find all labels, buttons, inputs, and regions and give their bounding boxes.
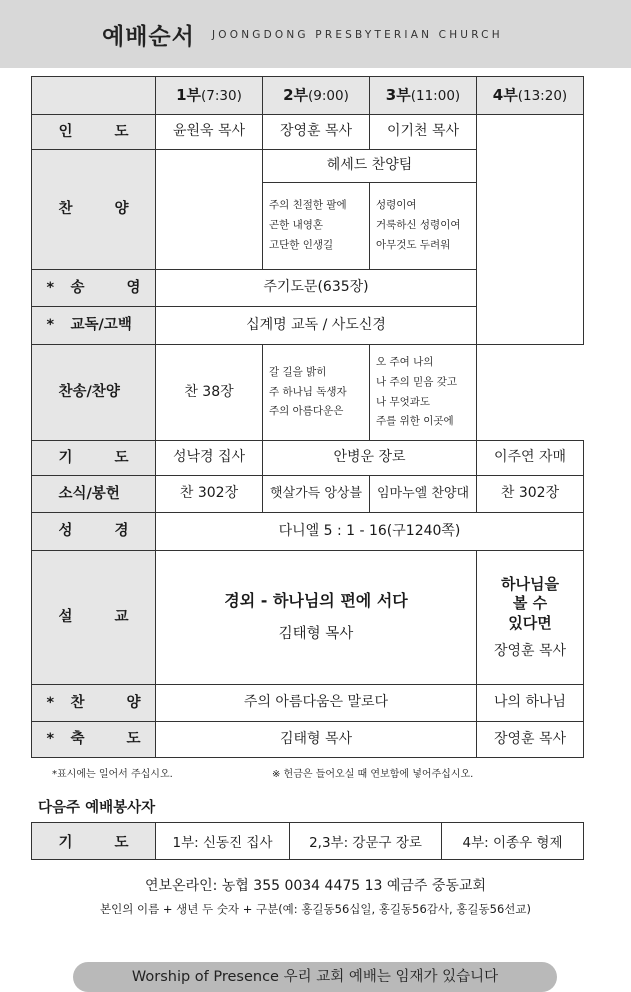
row-closing-hymn xyxy=(32,685,584,722)
praise-team: 헤세드 찬양팀 xyxy=(263,150,477,183)
church-name: JOONGDONG PRESBYTERIAN CHURCH xyxy=(212,29,503,41)
benediction-s4: 장영훈 목사 xyxy=(477,722,584,758)
header-corner xyxy=(32,77,156,115)
sermon-s4-cell: 하나님을 볼 수 있다면 장영훈 목사 xyxy=(477,551,584,685)
row-sermon xyxy=(32,551,584,685)
label-doxology: * 송 영 xyxy=(32,270,156,307)
praise-s3-songs: 성령이여 거룩하신 성령이여 아무것도 두려워 xyxy=(370,183,477,270)
sermon-s4-preacher: 장영훈 목사 xyxy=(493,643,567,659)
label-hymn: 찬송/찬양 xyxy=(32,345,156,441)
online-offering-instructions: 본인의 이름 + 생년 두 숫자 + 구분(예: 홍길동56십일, 홍길동56감사, 홍길동56선교) xyxy=(100,902,531,916)
row-news xyxy=(32,476,584,513)
prayer-s4: 이주연 자매 xyxy=(477,441,584,476)
next-s4: 4부: 이종우 형제 xyxy=(442,823,584,860)
next-label-prayer: 기 도 xyxy=(32,823,156,860)
benediction-value: 김태형 목사 xyxy=(156,722,477,758)
label-prayer: 기 도 xyxy=(32,441,156,476)
label-benediction: * 축 도 xyxy=(32,722,156,758)
sermon-preacher: 김태형 목사 xyxy=(278,626,354,643)
creed-value: 십계명 교독 / 사도신경 xyxy=(156,307,477,345)
sermon-cell xyxy=(156,551,477,685)
note-offering: ※ 헌금은 들어오실 때 연보함에 넣어주십시오. xyxy=(272,769,474,780)
praise-s1 xyxy=(156,150,263,270)
news-s1: 찬 302장 xyxy=(156,476,263,513)
scripture-value: 다니엘 5 : 1 - 16(구1240쪽) xyxy=(156,513,584,551)
next-week-table xyxy=(31,822,584,860)
row-scripture xyxy=(32,513,584,551)
next-week-title: 다음주 예배봉사자 xyxy=(38,800,156,816)
lead-s2: 장영훈 목사 xyxy=(263,115,370,150)
header-bar xyxy=(0,0,631,68)
row-prayer xyxy=(32,441,584,476)
service-2-header: 2부(9:00) xyxy=(263,77,370,115)
lead-s1: 윤원욱 목사 xyxy=(156,115,263,150)
label-sermon: 설 교 xyxy=(32,551,156,685)
service-4-header: 4부(13:20) xyxy=(477,77,584,115)
label-praise: 찬 양 xyxy=(32,150,156,270)
note-stand: *표시에는 일어서 주십시오. xyxy=(52,769,173,780)
service-header-row xyxy=(32,77,584,115)
next-s1: 1부: 신동진 집사 xyxy=(156,823,290,860)
hymn-s2-songs: 갈 길을 밝히 주 하나님 독생자 주의 아름다운은 xyxy=(263,345,370,441)
doxology-value: 주기도문(635장) xyxy=(156,270,477,307)
service-3-header: 3부(11:00) xyxy=(370,77,477,115)
row-hymn xyxy=(32,345,584,441)
row-benediction xyxy=(32,722,584,758)
row-lead xyxy=(32,115,584,150)
label-news: 소식/봉헌 xyxy=(32,476,156,513)
label-creed: * 교독/고백 xyxy=(32,307,156,345)
worship-order-table xyxy=(31,76,584,758)
hymn-s3-songs: 오 주여 나의 나 주의 믿음 갖고 나 무엇과도 주를 위한 이곳에 xyxy=(370,345,477,441)
s4-praise-cell xyxy=(477,115,584,345)
online-offering-account: 연보온라인: 농협 355 0034 4475 13 예금주 중동교회 xyxy=(145,878,486,894)
page-title: 예배순서 xyxy=(102,24,195,50)
prayer-s1: 성낙경 집사 xyxy=(156,441,263,476)
news-s2: 햇살가득 앙상블 xyxy=(263,476,370,513)
news-s3: 임마누엘 찬양대 xyxy=(370,476,477,513)
label-closing-hymn: * 찬 양 xyxy=(32,685,156,722)
service-1-header: 1부(7:30) xyxy=(156,77,263,115)
sermon-title: 경외 - 하나님의 편에 서다 xyxy=(224,591,408,611)
label-lead: 인 도 xyxy=(32,115,156,150)
footer-banner: Worship of Presence 우리 교회 예배는 임재가 있습니다 xyxy=(73,962,557,992)
prayer-s23: 안병운 장로 xyxy=(263,441,477,476)
lead-s3: 이기천 목사 xyxy=(370,115,477,150)
next-week-row xyxy=(32,823,584,860)
hymn-s1: 찬 38장 xyxy=(156,345,263,441)
next-s23: 2,3부: 강문구 장로 xyxy=(290,823,442,860)
label-scripture: 성 경 xyxy=(32,513,156,551)
closing-hymn-value: 주의 아름다움은 말로다 xyxy=(156,685,477,722)
closing-hymn-s4: 나의 하나님 xyxy=(477,685,584,722)
news-s4: 찬 302장 xyxy=(477,476,584,513)
praise-s2-songs: 주의 친절한 팔에 곤한 내영혼 고단한 인생길 xyxy=(263,183,370,270)
